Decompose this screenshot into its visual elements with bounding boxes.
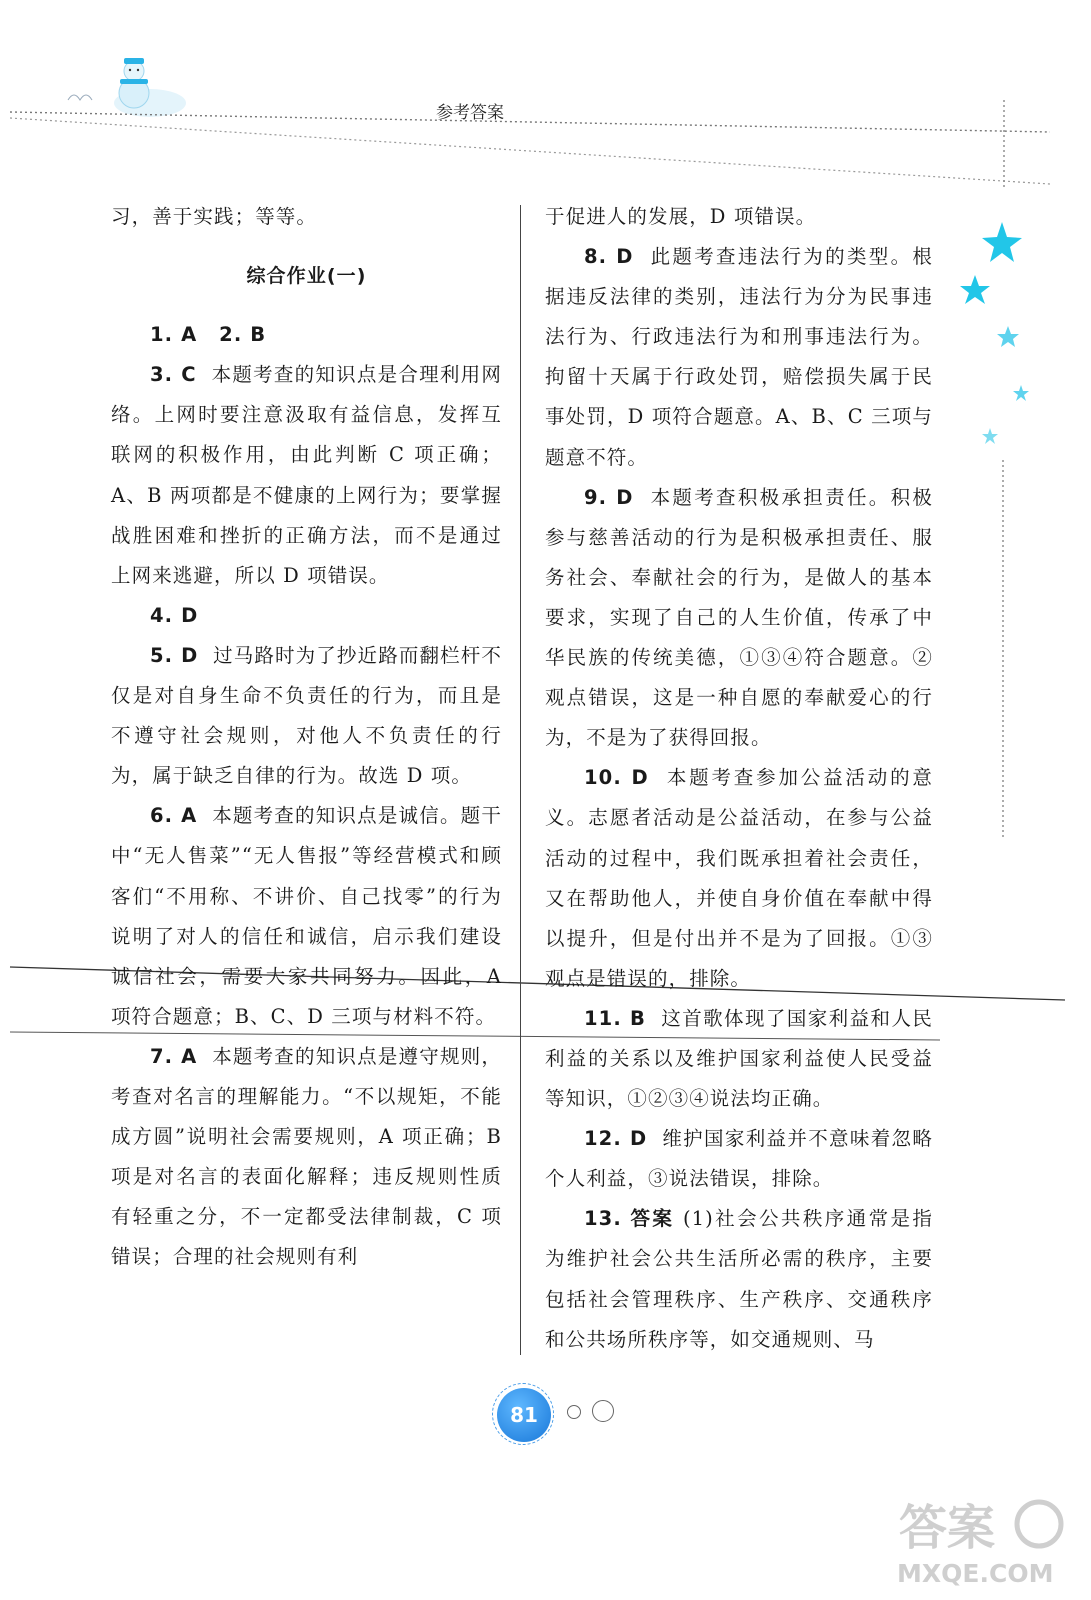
large-circle-decoration — [592, 1400, 614, 1422]
answer-6 — [111, 796, 502, 1037]
answer-2: 2. B — [219, 323, 267, 347]
answer-5-num: 5. D — [150, 643, 199, 667]
answer-4 — [111, 596, 502, 636]
answer-5 — [111, 636, 502, 796]
answer-1: 1. A — [150, 323, 198, 347]
answer-9-num: 9. D — [584, 485, 634, 509]
header-dotted-line — [0, 100, 1091, 190]
small-circle-decoration — [567, 1405, 581, 1419]
answer-7-num: 7. A — [150, 1044, 198, 1068]
answer-11-text: 这首歌体现了国家利益和人民利益的关系以及维护国家利益使人民受益等知识，①②③④说法均正确。 — [545, 1006, 933, 1111]
stars-decoration — [950, 220, 1030, 460]
answer-8 — [545, 237, 933, 478]
header-title: 参考答案 — [436, 103, 504, 123]
watermark-top-text: 答案 — [899, 1500, 996, 1556]
page-number: 81 — [497, 1388, 551, 1442]
continuation-text: 习，善于实践；等等。 — [111, 205, 318, 228]
answer-12-text: 维护国家利益并不意味着忽略个人利益，③说法错误，排除。 — [545, 1127, 933, 1191]
answer-3-text: 本题考查的知识点是合理利用网络。上网时要注意汲取有益信息，发挥互联网的积极作用，由此判断 C 项正确；A、B 两项都是不健康的上网行为；要掌握战胜困难和挫折的正确方法，而不是通过上网来逃避，所以 D 项错误。 — [111, 363, 502, 587]
right-column — [545, 197, 933, 1360]
answer-13-num: 13. — [584, 1207, 622, 1231]
answer-13 — [545, 1199, 933, 1359]
answer-3-num: 3. C — [150, 363, 197, 387]
answer-13-label: 答案 — [630, 1207, 675, 1231]
answer-1-2 — [111, 315, 502, 355]
answer-10-text: 本题考查参加公益活动的意义。志愿者活动是公益活动，在参与公益活动的过程中，我们既承担着社会责任，又在帮助他人，并使自身价值在奉献中得以提升，但是付出并不是为了回报。①③观点是错误的，排除。 — [545, 766, 933, 990]
answer-12 — [545, 1119, 933, 1199]
continuation-text-right: 于促进人的发展，D 项错误。 — [545, 205, 817, 228]
section-title: 综合作业(一) — [246, 265, 367, 288]
answer-7 — [111, 1037, 502, 1278]
answer-9-text: 本题考查积极承担责任。积极参与慈善活动的行为是积极承担责任、服务社会、奉献社会的行为，是做人的基本要求，实现了自己的人生价值，传承了中华民族的传统美德，①③④符合题意。②观点错误，这是一种自愿的奉献爱心的行为，不是为了获得回报。 — [545, 485, 933, 750]
answer-5-text: 过马路时为了抄近路而翻栏杆不仅是对自身生命不负责任的行为，而且是不遵守社会规则，对他人不负责任的行为，属于缺乏自律的行为。故选 D 项。 — [111, 643, 502, 788]
answer-12-num: 12. D — [584, 1127, 648, 1151]
answer-11-num: 11. B — [584, 1006, 647, 1030]
watermark-bottom-text: MXQE.COM — [897, 1559, 1054, 1588]
answer-3 — [111, 355, 502, 596]
answer-11 — [545, 999, 933, 1119]
column-divider — [520, 205, 521, 1355]
answer-13-text: (1)社会公共秩序通常是指为维护社会公共生活所必需的秩序，主要包括社会管理秩序、生产秩序、交通秩序和公共场所秩序等，如交通规则、马 — [545, 1207, 933, 1351]
answer-8-text: 此题考查违法行为的类型。根据违反法律的类别，违法行为分为民事违法行为、行政违法行为和刑事违法行为。拘留十天属于行政处罚，赔偿损失属于民事处罚，D 项符合题意。A、B、C 三项与题意不符。 — [545, 245, 933, 469]
answer-10-num: 10. D — [584, 766, 649, 790]
margin-dotted-line — [998, 460, 1008, 840]
answer-6-num: 6. A — [150, 804, 198, 828]
answer-9 — [545, 478, 933, 759]
answer-6-text: 本题考查的知识点是诚信。题干中“无人售菜”“无人售报”等经营模式和顾客们“不用称、不讲价、自己找零”的行为说明了对人的信任和诚信，启示我们建设诚信社会，需要大家共同努力。因此，A 项符合题意；B、C、D 三项与材料不符。 — [111, 804, 502, 1028]
left-column — [111, 197, 502, 1277]
answer-10 — [545, 758, 933, 999]
answer-7-text: 本题考查的知识点是遵守规则，考查对名言的理解能力。“不以规矩，不能成方圆”说明社会需要规则，A 项正确；B 项是对名言的表面化解释；违反规则性质有轻重之分，不一定都受法律制裁，C 项错误；合理的社会规则有利 — [111, 1044, 502, 1269]
answer-8-num: 8. D — [584, 245, 634, 269]
answer-4-num: 4. D — [150, 603, 199, 627]
watermark-logo — [893, 1488, 1065, 1588]
